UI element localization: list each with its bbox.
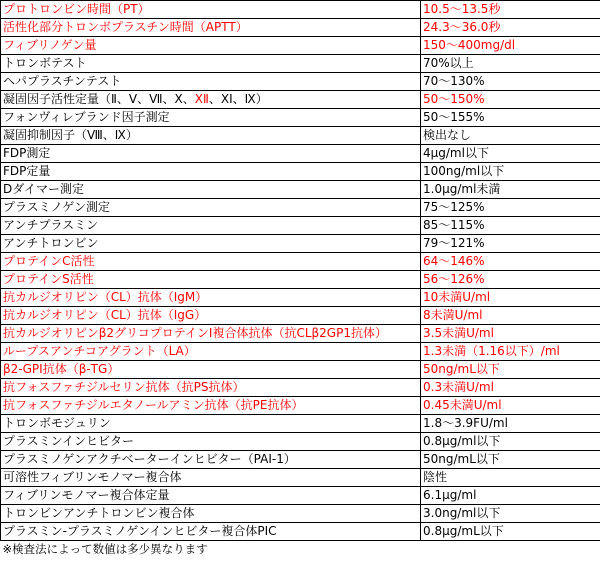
table-row [1,19,600,37]
test-name-text: 、ⅩⅠ、Ⅸ） [208,92,268,106]
test-name-cell: ヘパプラスチンテスト [1,73,421,91]
table-row [1,37,600,55]
test-name-cell: フィブリノゲン量 [1,37,421,55]
table-row [1,325,600,343]
reference-value-cell: 0.8μg/ml以下 [421,433,600,451]
test-name-cell: FDP定量 [1,163,421,181]
test-name-cell: プロテインC活性 [1,253,421,271]
footnote-row [1,541,600,559]
test-name-cell: フォンヴィレブランド因子測定 [1,109,421,127]
reference-value-cell: 100ng/ml以下 [421,163,600,181]
table-row [1,307,600,325]
test-name-cell: 可溶性フィブリンモノマー複合体 [1,469,421,487]
test-name-cell: 凝固抑制因子（Ⅷ、Ⅸ） [1,127,421,145]
table-row [1,73,600,91]
reference-value-cell: 50～150% [421,91,600,109]
table-row [1,127,600,145]
reference-value-cell: 8未満U/ml [421,307,600,325]
test-name-cell: ループスアンチコアグラント（LA） [1,343,421,361]
test-name-cell: プラスミノゲンアクチベーターインヒビター（PAI-1） [1,451,421,469]
test-name-cell: 活性化部分トロンボプラスチン時間（APTT） [1,19,421,37]
test-name-cell: トロンボテスト [1,55,421,73]
reference-value-cell: 3.5未満U/ml [421,325,600,343]
table-row [1,487,600,505]
reference-value-cell: 1.8～3.9FU/ml [421,415,600,433]
test-name-cell: Dダイマー測定 [1,181,421,199]
reference-value-cell: 4μg/ml以下 [421,145,600,163]
table-row [1,379,600,397]
test-name-cell: 抗フォスファチジルエタノールアミン抗体（抗PE抗体） [1,397,421,415]
table-row [1,397,600,415]
test-name-cell: プラスミンインヒビター [1,433,421,451]
test-name-cell: フィブリンモノマー複合体定量 [1,487,421,505]
test-name-cell: プラスミン-プラスミノゲンインヒビター複合体PIC [1,523,421,541]
test-name-cell: 抗カルジオリピンβ2グリコプロテインⅠ複合体抗体（抗CLβ2GP1抗体） [1,325,421,343]
reference-value-cell: 50ng/mL以下 [421,361,600,379]
reference-value-cell: 150～400mg/dl [421,37,600,55]
table-row [1,289,600,307]
test-name-cell: プロテインS活性 [1,271,421,289]
table-row [1,91,600,109]
table-row [1,55,600,73]
reference-value-cell: 陰性 [421,469,600,487]
table-row [1,433,600,451]
table-row [1,199,600,217]
table-row [1,415,600,433]
table-row [1,469,600,487]
reference-value-cell: 24.3～36.0秒 [421,19,600,37]
reference-value-cell: 検出なし [421,127,600,145]
test-name-cell: トロンボモジュリン [1,415,421,433]
test-name-cell: FDP測定 [1,145,421,163]
reference-value-cell: 0.3未満U/ml [421,379,600,397]
reference-table-body [1,1,600,559]
table-row [1,1,600,19]
reference-value-cell: 79～121% [421,235,600,253]
table-row [1,451,600,469]
test-name-cell: 抗フォスファチジルセリン抗体（抗PS抗体） [1,379,421,397]
reference-value-cell: 6.1μg/ml [421,487,600,505]
reference-value-cell: 85～115% [421,217,600,235]
reference-value-cell: 70%以上 [421,55,600,73]
table-row [1,163,600,181]
reference-value-cell: 75～125% [421,199,600,217]
reference-value-cell: 3.0ng/ml以下 [421,505,600,523]
reference-value-cell: 1.3未満（1.16以下）/ml [421,343,600,361]
test-name-cell: アンチプラスミン [1,217,421,235]
reference-value-cell: 10.5～13.5秒 [421,1,600,19]
test-name-cell: 抗カルジオリピン（CL）抗体（IgG） [1,307,421,325]
table-row [1,181,600,199]
test-name-text: 凝固因子活性定量（Ⅱ、Ⅴ、Ⅶ、Ⅹ、 [3,92,195,106]
reference-value-cell: 50ng/mL以下 [421,451,600,469]
table-row [1,271,600,289]
table-row [1,235,600,253]
reference-value-cell: 64～146% [421,253,600,271]
table-row [1,109,600,127]
reference-value-cell: 0.45未満U/ml [421,397,600,415]
reference-value-cell: 1.0μg/ml未満 [421,181,600,199]
reference-value-cell: 70～130% [421,73,600,91]
table-row [1,361,600,379]
table-row [1,217,600,235]
table-row [1,523,600,541]
table-row [1,505,600,523]
test-name-cell: プロトロンビン時間（PT） [1,1,421,19]
reference-value-cell: 56～126% [421,271,600,289]
test-name-cell: アンチトロンビン [1,235,421,253]
reference-value-cell: 0.8μg/mL以下 [421,523,600,541]
test-name-cell: β2-GPI抗体（β-TG） [1,361,421,379]
test-name-cell [1,91,421,109]
reference-value-cell: 10未満U/ml [421,289,600,307]
reference-value-cell: 50～155% [421,109,600,127]
table-row [1,253,600,271]
footnote: ※検査法によって数値は多少異なります [2,542,208,556]
test-name-cell: 抗カルジオリピン（CL）抗体（IgM） [1,289,421,307]
table-row [1,343,600,361]
table-row [1,145,600,163]
test-name-cell: プラスミノゲン測定 [1,199,421,217]
highlighted-factor: ⅩⅡ [194,92,209,106]
test-name-cell: トロンビンアンチトロンビン複合体 [1,505,421,523]
